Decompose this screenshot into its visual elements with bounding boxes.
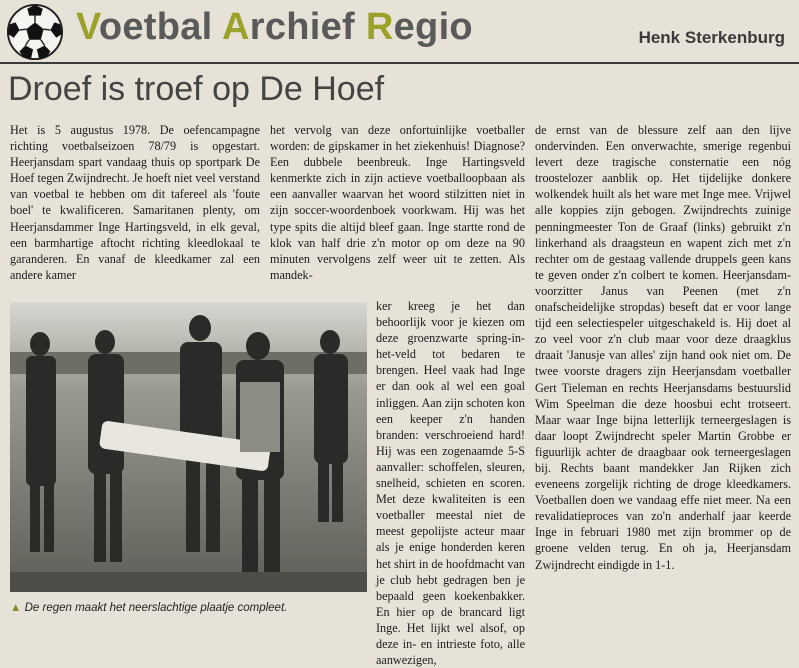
photo-caption: ▲ De regen maakt het neerslachtige plaatje compleet. [10,602,288,614]
photo-stretcher-scene [10,302,367,592]
soccer-ball-icon [6,3,64,61]
article-column-2-bottom: ker kreeg je het dan behoorlijk voor je kiezen om deze groenzwarte spring-in-het-veld tot bedaren te brengen. Heel vaak had Inge er dan ook al wel een goal inliggen. Aan zijn schoten kon een keeper z'n handen branden: verschroeiend hard! Hij was een zogenaamde 5-S aanvaller: schoffelen, sleuren, snelheid, schieten en scoren. Met deze kwaliteiten is een voetballer meestal niet de meest gepolijste acteur maar als je enige honderden keren het shirt in de hoofdmacht van je club hebt gedragen ben je bepaald geen koekenbakker. En hier op de brancard ligt Inge. Het lijkt wel alsof, op deze in- en intrieste foto, alle aanwezigen, [376,299,525,668]
triangle-up-icon: ▲ [10,602,22,614]
article-column-2-top: het vervolg van deze onfortuinlijke voetballer worden: de gipskamer in het ziekenhuis! Diagnose? Een dubbele beenbreuk. Inge Hartingsveld kenmerkte zich in zijn actieve voetballoopbaan als een aanvaller waarvan het woord stilzitten niet in zijn soccer-woordenboek voorkwam. Hij was het type spits die altijd bleef gaan. Inge startte rond de klok van half drie z'n motor op om deze na 90 minuten vervolgens zelf weer uit te zetten. Als mandek- [270,123,525,282]
article-column-3: de ernst van de blessure zelf aan den lijve ondervinden. Een onverwachte, smerige regenbui levert deze tragische consternatie een nóg troostelozer aanblik op. Het tijdelijke donkere wolkendek huilt als het ware met Inge mee. Vrijwel alle koppies zijn gebogen. Zwijndrechts zuinige penningmeester Ton de Graaf (links) gebruikt z'n linkerhand als draagsteun en wapent zich met z'n rechter om de gestaag vallende druppels geen kans te geven onder z'n colbert te komen. Heerjansdam-voorzitter Janus van Peenen (met z'n onafscheidelijke stropdas) beseft dat er voor lange tijd een selectiespeler uitgeschakeld is. Hij doet al zo veel voor z'n club maar voor deze draagklus draait 'Janusje van alles' zijn hand ook niet om. De twee voorste dragers zijn Heerjansdam voetballer Gert Tieleman en rechts Heerjansdams bestuurslid Wim Speelman die deze hoosbui echt trotseert. Maar waar Inge bijna letterlijk terneergeslagen is daar loopt Zwijndrecht speler Martin Grobbe er figuurlijk achter de draagbaar ook terneergeslagen bij. Rechts baant mandekker Jan Rijken zich eveneens zorgelijk richting de droge kleedkamers. Voetballen doen we vandaag effe niet meer. Na een revalidatieproces van zo'n anderhalf jaar keerde Inge in februari 1980 met zijn brommer op de groene velden terug. En oh ja, Heerjansdam Zwijndrecht eindigde in 1-1. [535,123,791,572]
masthead-title: Voetbal Archief Regio [76,6,473,48]
author-name: Henk Sterkenburg [638,28,785,47]
article-photo [10,302,367,592]
article-column-1: Het is 5 augustus 1978. De oefencampagne richting voetbalseizoen 78/79 is opgestart. Heerjansdam spart vandaag thuis op sportpark De Hoef tegen Zwijndrecht. Je hoeft niet veel verstand van voetbal te hebben om dit tafereel als 'foute boel' te kwalificeren. Samaritanen plenty, om Heerjansdammer Inge Hartingsveld, in elk geval, een barmhartige aftocht richting kleedlokaal te garanderen. En vanaf de kleedkamer zal een andere kamer [10,123,260,282]
masthead [0,0,799,62]
header-divider [0,62,799,64]
article-headline: Droef is troef op De Hoef [8,70,385,108]
